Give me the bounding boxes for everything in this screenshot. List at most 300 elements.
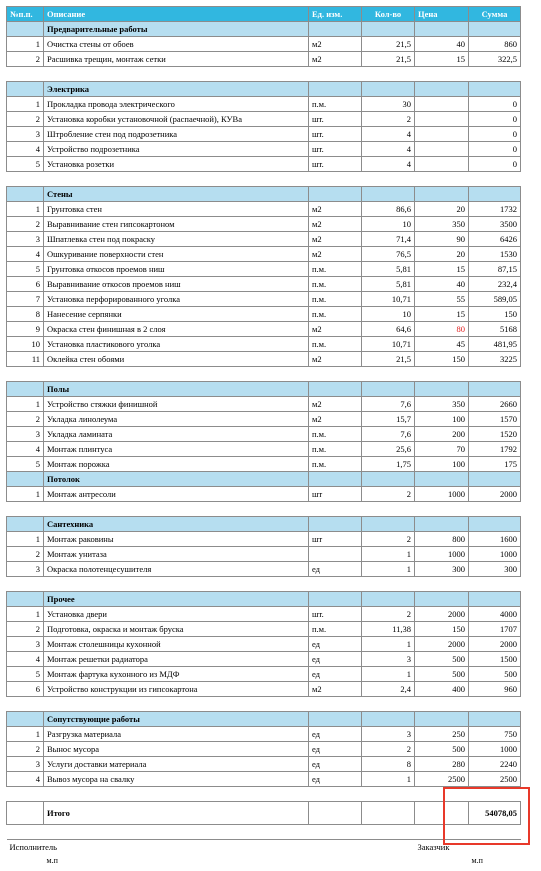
item-quantity: 1 xyxy=(362,772,415,787)
item-unit: п.м. xyxy=(309,337,362,352)
item-unit: п.м. xyxy=(309,457,362,472)
empty-cell xyxy=(44,502,309,517)
item-unit xyxy=(309,547,362,562)
item-unit: ед xyxy=(309,637,362,652)
item-quantity: 5,81 xyxy=(362,262,415,277)
item-price: 1000 xyxy=(415,487,469,502)
empty-cell xyxy=(469,712,521,727)
item-number: 1 xyxy=(7,607,44,622)
item-sum: 2000 xyxy=(469,487,521,502)
item-number: 10 xyxy=(7,337,44,352)
item-quantity: 8 xyxy=(362,757,415,772)
item-number: 3 xyxy=(7,757,44,772)
empty-cell xyxy=(7,382,44,397)
empty-cell xyxy=(7,82,44,97)
item-quantity: 10 xyxy=(362,217,415,232)
table-row xyxy=(7,142,521,157)
table-row xyxy=(7,337,521,352)
item-sum: 322,5 xyxy=(469,52,521,67)
item-number: 4 xyxy=(7,442,44,457)
item-price: 150 xyxy=(415,352,469,367)
item-unit: п.м. xyxy=(309,97,362,112)
item-price: 45 xyxy=(415,337,469,352)
header-num: №п.п. xyxy=(7,7,44,22)
section-row xyxy=(7,187,521,202)
empty-cell xyxy=(415,172,469,187)
item-description: Устройство стяжки финишной xyxy=(44,397,309,412)
empty-cell xyxy=(362,517,415,532)
empty-cell xyxy=(44,697,309,712)
empty-cell xyxy=(415,502,469,517)
empty-cell xyxy=(309,172,362,187)
item-unit: шт. xyxy=(309,127,362,142)
item-quantity: 30 xyxy=(362,97,415,112)
empty-cell xyxy=(309,854,362,868)
item-unit: м2 xyxy=(309,232,362,247)
item-description: Выравнивание стен гипсокартоном xyxy=(44,217,309,232)
table-row xyxy=(7,532,521,547)
item-price: 2500 xyxy=(415,772,469,787)
empty-cell xyxy=(362,367,415,382)
table-row xyxy=(7,667,521,682)
item-price: 300 xyxy=(415,562,469,577)
empty-cell xyxy=(362,172,415,187)
section-row xyxy=(7,472,521,487)
empty-cell xyxy=(44,825,309,840)
empty-cell xyxy=(309,22,362,37)
item-sum: 150 xyxy=(469,307,521,322)
empty-cell xyxy=(309,787,362,802)
item-unit: м2 xyxy=(309,352,362,367)
item-number: 5 xyxy=(7,667,44,682)
item-price xyxy=(415,112,469,127)
item-number: 2 xyxy=(7,742,44,757)
item-description: Монтаж раковины xyxy=(44,532,309,547)
empty-cell xyxy=(7,502,44,517)
item-sum: 0 xyxy=(469,142,521,157)
item-unit: ед xyxy=(309,742,362,757)
item-quantity: 5,81 xyxy=(362,277,415,292)
item-price: 20 xyxy=(415,247,469,262)
item-price: 100 xyxy=(415,457,469,472)
empty-cell xyxy=(469,67,521,82)
item-quantity: 2 xyxy=(362,607,415,622)
item-description: Укладка линолеума xyxy=(44,412,309,427)
item-unit: ед xyxy=(309,667,362,682)
item-price xyxy=(415,142,469,157)
item-price: 280 xyxy=(415,757,469,772)
item-sum: 0 xyxy=(469,127,521,142)
item-description: Устройство подрозетника xyxy=(44,142,309,157)
empty-cell xyxy=(7,367,44,382)
item-unit: м2 xyxy=(309,202,362,217)
item-quantity: 71,4 xyxy=(362,232,415,247)
item-description: Монтаж антресоли xyxy=(44,487,309,502)
item-unit: п.м. xyxy=(309,442,362,457)
empty-cell xyxy=(469,22,521,37)
item-price: 55 xyxy=(415,292,469,307)
empty-cell xyxy=(309,67,362,82)
table-header xyxy=(7,7,521,22)
estimate-table xyxy=(6,6,521,868)
empty-cell xyxy=(415,517,469,532)
item-sum: 1000 xyxy=(469,547,521,562)
empty-cell xyxy=(44,787,309,802)
item-description: Шпатлевка стен под покраску xyxy=(44,232,309,247)
item-price: 2000 xyxy=(415,637,469,652)
item-quantity: 21,5 xyxy=(362,352,415,367)
item-sum: 3500 xyxy=(469,217,521,232)
stamp-left: м.п xyxy=(46,856,58,865)
item-unit: м2 xyxy=(309,247,362,262)
empty-cell xyxy=(415,22,469,37)
table-row xyxy=(7,352,521,367)
table-row xyxy=(7,247,521,262)
item-unit: шт xyxy=(309,532,362,547)
item-price: 70 xyxy=(415,442,469,457)
empty-cell xyxy=(469,82,521,97)
item-unit: ед xyxy=(309,757,362,772)
item-description: Подготовка, окраска и монтаж бруска xyxy=(44,622,309,637)
item-quantity: 2 xyxy=(362,742,415,757)
header-sum: Сумма xyxy=(469,7,521,22)
total-highlight-box xyxy=(443,787,530,845)
item-sum: 300 xyxy=(469,562,521,577)
item-unit: ед xyxy=(309,772,362,787)
empty-cell xyxy=(415,854,469,868)
item-unit: м2 xyxy=(309,217,362,232)
item-description: Оклейка стен обоями xyxy=(44,352,309,367)
table-row xyxy=(7,562,521,577)
item-number: 3 xyxy=(7,562,44,577)
empty-cell xyxy=(309,382,362,397)
empty-cell xyxy=(7,854,44,868)
empty-cell xyxy=(415,82,469,97)
section-row xyxy=(7,712,521,727)
empty-cell xyxy=(44,172,309,187)
table-row xyxy=(7,277,521,292)
spacer-row xyxy=(7,67,521,82)
item-price: 350 xyxy=(415,397,469,412)
item-unit: п.м. xyxy=(309,277,362,292)
total-label: Итого xyxy=(44,802,309,825)
empty-cell xyxy=(44,67,309,82)
item-unit: п.м. xyxy=(309,427,362,442)
empty-cell xyxy=(44,367,309,382)
item-price: 1000 xyxy=(415,547,469,562)
table-row xyxy=(7,772,521,787)
empty-cell xyxy=(415,472,469,487)
empty-cell xyxy=(469,172,521,187)
item-quantity: 2 xyxy=(362,487,415,502)
item-number: 2 xyxy=(7,217,44,232)
item-description: Вынос мусора xyxy=(44,742,309,757)
empty-cell xyxy=(415,187,469,202)
item-number: 8 xyxy=(7,307,44,322)
item-number: 11 xyxy=(7,352,44,367)
header-unit: Ед. изм. xyxy=(309,7,362,22)
item-unit: шт. xyxy=(309,142,362,157)
item-number: 4 xyxy=(7,142,44,157)
item-price: 15 xyxy=(415,262,469,277)
item-number: 1 xyxy=(7,37,44,52)
item-sum: 960 xyxy=(469,682,521,697)
item-price: 200 xyxy=(415,427,469,442)
item-description: Грунтовка откосов проемов ниш xyxy=(44,262,309,277)
empty-cell xyxy=(7,802,44,825)
item-quantity: 3 xyxy=(362,652,415,667)
section-title: Сопутствующие работы xyxy=(44,712,309,727)
item-sum: 5168 xyxy=(469,322,521,337)
empty-cell xyxy=(362,187,415,202)
empty-cell xyxy=(362,82,415,97)
item-number: 2 xyxy=(7,52,44,67)
item-number: 3 xyxy=(7,637,44,652)
item-description: Установка пластикового уголка xyxy=(44,337,309,352)
item-number: 4 xyxy=(7,772,44,787)
item-number: 1 xyxy=(7,202,44,217)
item-sum: 2500 xyxy=(469,772,521,787)
empty-cell xyxy=(469,697,521,712)
item-description: Расшивка трещин, монтаж сетки xyxy=(44,52,309,67)
empty-cell xyxy=(7,187,44,202)
item-number: 1 xyxy=(7,532,44,547)
table-row xyxy=(7,217,521,232)
item-number: 3 xyxy=(7,427,44,442)
empty-cell xyxy=(415,712,469,727)
item-price xyxy=(415,127,469,142)
item-sum: 1000 xyxy=(469,742,521,757)
item-unit: п.м. xyxy=(309,262,362,277)
item-quantity: 1 xyxy=(362,667,415,682)
empty-cell xyxy=(309,802,362,825)
item-price: 800 xyxy=(415,532,469,547)
item-number: 6 xyxy=(7,682,44,697)
section-title: Полы xyxy=(44,382,309,397)
empty-cell xyxy=(415,697,469,712)
item-price: 80 xyxy=(415,322,469,337)
item-unit: п.м. xyxy=(309,307,362,322)
table-row xyxy=(7,52,521,67)
item-quantity: 15,7 xyxy=(362,412,415,427)
empty-cell xyxy=(309,840,362,855)
empty-cell xyxy=(469,472,521,487)
item-description: Нанесение серпянки xyxy=(44,307,309,322)
header-price: Цена xyxy=(415,7,469,22)
item-description: Монтаж столешницы кухонной xyxy=(44,637,309,652)
item-description: Устройство конструкции из гипсокартона xyxy=(44,682,309,697)
item-description: Укладка ламината xyxy=(44,427,309,442)
item-number: 2 xyxy=(7,547,44,562)
item-price xyxy=(415,157,469,172)
item-number: 1 xyxy=(7,397,44,412)
item-number: 5 xyxy=(7,157,44,172)
item-quantity: 21,5 xyxy=(362,52,415,67)
item-number: 2 xyxy=(7,412,44,427)
empty-cell xyxy=(415,592,469,607)
item-sum: 1570 xyxy=(469,412,521,427)
item-quantity: 25,6 xyxy=(362,442,415,457)
table-row xyxy=(7,232,521,247)
item-description: Грунтовка стен xyxy=(44,202,309,217)
empty-cell xyxy=(415,67,469,82)
item-sum: 175 xyxy=(469,457,521,472)
empty-cell xyxy=(7,67,44,82)
item-sum: 1520 xyxy=(469,427,521,442)
empty-cell xyxy=(7,517,44,532)
item-price: 100 xyxy=(415,412,469,427)
item-unit: п.м. xyxy=(309,622,362,637)
empty-cell xyxy=(362,502,415,517)
item-number: 4 xyxy=(7,247,44,262)
empty-cell xyxy=(309,502,362,517)
item-quantity: 11,38 xyxy=(362,622,415,637)
section-row xyxy=(7,517,521,532)
table-row xyxy=(7,457,521,472)
empty-cell xyxy=(362,67,415,82)
item-number: 9 xyxy=(7,322,44,337)
empty-cell xyxy=(309,472,362,487)
empty-cell xyxy=(7,825,44,840)
item-unit: ед xyxy=(309,727,362,742)
empty-cell xyxy=(7,712,44,727)
item-unit: шт. xyxy=(309,112,362,127)
item-price: 250 xyxy=(415,727,469,742)
empty-cell xyxy=(415,382,469,397)
table-row xyxy=(7,412,521,427)
item-sum: 589,05 xyxy=(469,292,521,307)
item-price: 500 xyxy=(415,652,469,667)
section-title: Потолок xyxy=(44,472,309,487)
header-desc: Описание xyxy=(44,7,309,22)
item-price: 15 xyxy=(415,52,469,67)
item-number: 3 xyxy=(7,127,44,142)
item-sum: 481,95 xyxy=(469,337,521,352)
item-quantity: 4 xyxy=(362,142,415,157)
empty-cell xyxy=(309,577,362,592)
item-sum: 500 xyxy=(469,667,521,682)
customer-label: Заказчик xyxy=(417,842,450,852)
item-description: Вывоз мусора на свалку xyxy=(44,772,309,787)
table-row xyxy=(7,127,521,142)
item-description: Услуги доставки материала xyxy=(44,757,309,772)
item-sum: 0 xyxy=(469,97,521,112)
item-price: 150 xyxy=(415,622,469,637)
empty-cell xyxy=(7,697,44,712)
empty-cell xyxy=(469,592,521,607)
item-sum: 6426 xyxy=(469,232,521,247)
item-sum: 1707 xyxy=(469,622,521,637)
empty-cell xyxy=(362,382,415,397)
table-row xyxy=(7,607,521,622)
table-row xyxy=(7,157,521,172)
empty-cell xyxy=(7,22,44,37)
section-row xyxy=(7,82,521,97)
table-row xyxy=(7,727,521,742)
spacer-row xyxy=(7,502,521,517)
table-row xyxy=(7,292,521,307)
item-quantity: 2 xyxy=(362,112,415,127)
empty-cell xyxy=(415,577,469,592)
spacer-row xyxy=(7,367,521,382)
empty-cell xyxy=(362,472,415,487)
table-row xyxy=(7,652,521,667)
item-number: 2 xyxy=(7,622,44,637)
item-description: Установка перфорированного уголка xyxy=(44,292,309,307)
item-sum: 1792 xyxy=(469,442,521,457)
item-description: Ошкуривание поверхности стен xyxy=(44,247,309,262)
empty-cell xyxy=(309,712,362,727)
empty-cell xyxy=(469,187,521,202)
item-number: 2 xyxy=(7,112,44,127)
table-row xyxy=(7,682,521,697)
item-quantity: 21,5 xyxy=(362,37,415,52)
item-description: Установка коробки установочной (распаечной), КУВа xyxy=(44,112,309,127)
item-description: Очистка стены от обоев xyxy=(44,37,309,52)
item-number: 3 xyxy=(7,232,44,247)
empty-cell xyxy=(7,172,44,187)
item-sum: 1600 xyxy=(469,532,521,547)
item-unit: шт. xyxy=(309,607,362,622)
item-description: Выравнивание откосов проемов ниш xyxy=(44,277,309,292)
item-unit: м2 xyxy=(309,397,362,412)
table-row xyxy=(7,262,521,277)
item-price xyxy=(415,97,469,112)
item-unit: м2 xyxy=(309,52,362,67)
item-number: 7 xyxy=(7,292,44,307)
item-sum: 232,4 xyxy=(469,277,521,292)
empty-cell xyxy=(362,592,415,607)
item-quantity: 1 xyxy=(362,637,415,652)
empty-cell xyxy=(362,577,415,592)
item-price: 350 xyxy=(415,217,469,232)
empty-cell xyxy=(309,187,362,202)
item-quantity: 7,6 xyxy=(362,397,415,412)
item-price: 15 xyxy=(415,307,469,322)
item-sum: 750 xyxy=(469,727,521,742)
item-price: 20 xyxy=(415,202,469,217)
table-row xyxy=(7,37,521,52)
item-description: Монтаж плинтуса xyxy=(44,442,309,457)
table-row xyxy=(7,742,521,757)
empty-cell xyxy=(415,367,469,382)
item-quantity: 76,5 xyxy=(362,247,415,262)
item-price: 400 xyxy=(415,682,469,697)
empty-cell xyxy=(7,787,44,802)
item-price: 90 xyxy=(415,232,469,247)
item-price: 2000 xyxy=(415,607,469,622)
item-description: Разгрузка материала xyxy=(44,727,309,742)
empty-cell xyxy=(309,825,362,840)
total-value: 54078,05 xyxy=(469,802,521,825)
table-row xyxy=(7,547,521,562)
table-row xyxy=(7,97,521,112)
item-sum: 1500 xyxy=(469,652,521,667)
empty-cell xyxy=(469,517,521,532)
executor-label: Исполнитель xyxy=(9,842,58,852)
table-row xyxy=(7,322,521,337)
table-row xyxy=(7,637,521,652)
item-description: Установка двери xyxy=(44,607,309,622)
item-quantity: 10,71 xyxy=(362,337,415,352)
item-price: 500 xyxy=(415,667,469,682)
section-title: Прочее xyxy=(44,592,309,607)
item-quantity: 3 xyxy=(362,727,415,742)
table-row xyxy=(7,427,521,442)
item-description: Монтаж решетки радиатора xyxy=(44,652,309,667)
item-description: Окраска полотенцесушителя xyxy=(44,562,309,577)
item-description: Прокладка провода электрического xyxy=(44,97,309,112)
